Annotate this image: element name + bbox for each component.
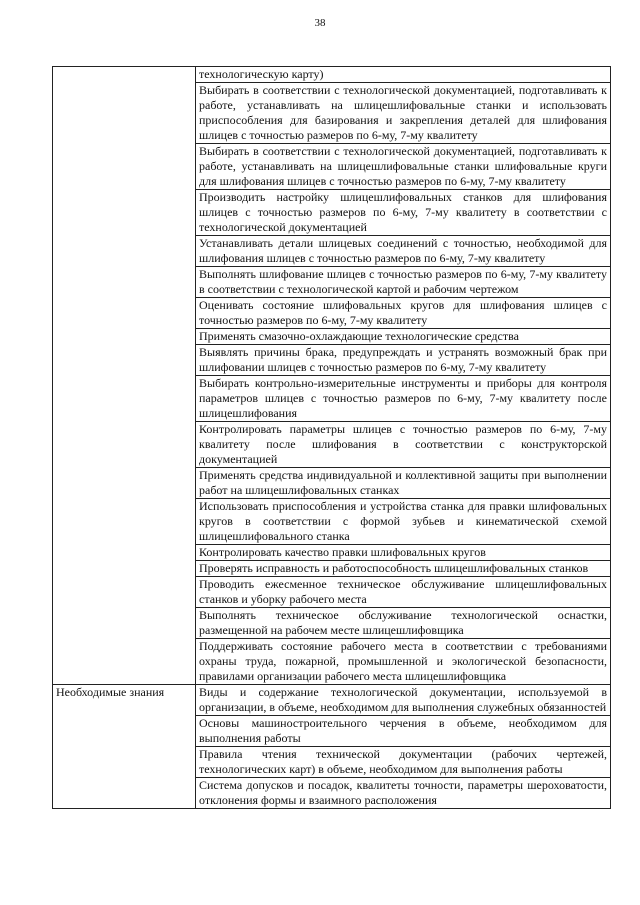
row-text: Проводить ежесменное техническое обслуживание шлицешлифовальных станков и уборку рабочего места — [196, 577, 611, 608]
row-text: Выбирать в соответствии с технологической документацией, подготавливать к работе, устанавливать на шлицешлифовальные станки шлифовальные круги для шлифования шлицев с точностью размеров по 6-му, 7-му квалитету — [196, 144, 611, 190]
row-text: Устанавливать детали шлицевых соединений с точностью, необходимой для шлифования шлицев с точностью размеров по 6-му, 7-му квалитету — [196, 236, 611, 267]
row-text: Применять средства индивидуальной и коллективной защиты при выполнении работ на шлицешлифовальных станках — [196, 468, 611, 499]
table-row — [53, 67, 611, 83]
requirements-table — [52, 66, 611, 809]
row-text: Выполнять техническое обслуживание технологической оснастки, размещенной на рабочем месте шлицешлифовщика — [196, 608, 611, 639]
row-text: Проверять исправность и работоспособность шлицешлифовальных станков — [196, 561, 611, 577]
row-text: Выбирать в соответствии с технологической документацией, подготавливать к работе, устанавливать на шлицешлифовальные станки и использовать приспособления для базирования и закрепления деталей для шлифования шлицев с точностью размеров по 6-му, 7-му квалитету — [196, 83, 611, 144]
row-text: Выполнять шлифование шлицев с точностью размеров по 6-му, 7-му квалитету в соответствии с технологической картой и рабочим чертежом — [196, 267, 611, 298]
row-text: Оценивать состояние шлифовальных кругов для шлифования шлицев с точностью размеров по 6-му, 7-му квалитету — [196, 298, 611, 329]
row-label-knowledge: Необходимые знания — [53, 685, 196, 809]
row-text: Система допусков и посадок, квалитеты точности, параметры шероховатости, отклонения формы и взаимного расположения — [196, 778, 611, 809]
table-row — [53, 685, 611, 716]
row-text: Правила чтения технической документации (рабочих чертежей, технологических карт) в объеме, необходимом для выполнения работы — [196, 747, 611, 778]
row-text: Выявлять причины брака, предупреждать и устранять возможный брак при шлифовании шлицев с точностью размеров по 6-му, 7-му квалитету — [196, 345, 611, 376]
row-text: Основы машиностроительного черчения в объеме, необходимом для выполнения работы — [196, 716, 611, 747]
row-text: Поддерживать состояние рабочего места в соответствии с требованиями охраны труда, пожарной, промышленной и экологической безопасности, правилами организации рабочего места шлицешлифовщика — [196, 639, 611, 685]
row-text: Производить настройку шлицешлифовальных станков для шлифования шлицев с точностью размеров по 6-му, 7-му квалитету в соответствии с технологической документацией — [196, 190, 611, 236]
row-text: Контролировать параметры шлицев с точностью размеров по 6-му, 7-му квалитету после шлифования в соответствии с конструкторской документацией — [196, 422, 611, 468]
row-label-skills — [53, 67, 196, 685]
row-text: Выбирать контрольно-измерительные инструменты и приборы для контроля параметров шлицев с точностью размеров по 6-му, 7-му квалитету после шлицешлифования — [196, 376, 611, 422]
row-text: Применять смазочно-охлаждающие технологические средства — [196, 329, 611, 345]
row-text: Контролировать качество правки шлифовальных кругов — [196, 545, 611, 561]
page-number: 38 — [314, 17, 326, 29]
row-text: Виды и содержание технологической документации, используемой в организации, в объеме, необходимом для выполнения служебных обязанностей — [196, 685, 611, 716]
row-text: Использовать приспособления и устройства станка для правки шлифовальных кругов в соответствии с формой зубьев и кинематической схемой шлицешлифовального станка — [196, 499, 611, 545]
row-text: технологическую карту) — [196, 67, 611, 83]
